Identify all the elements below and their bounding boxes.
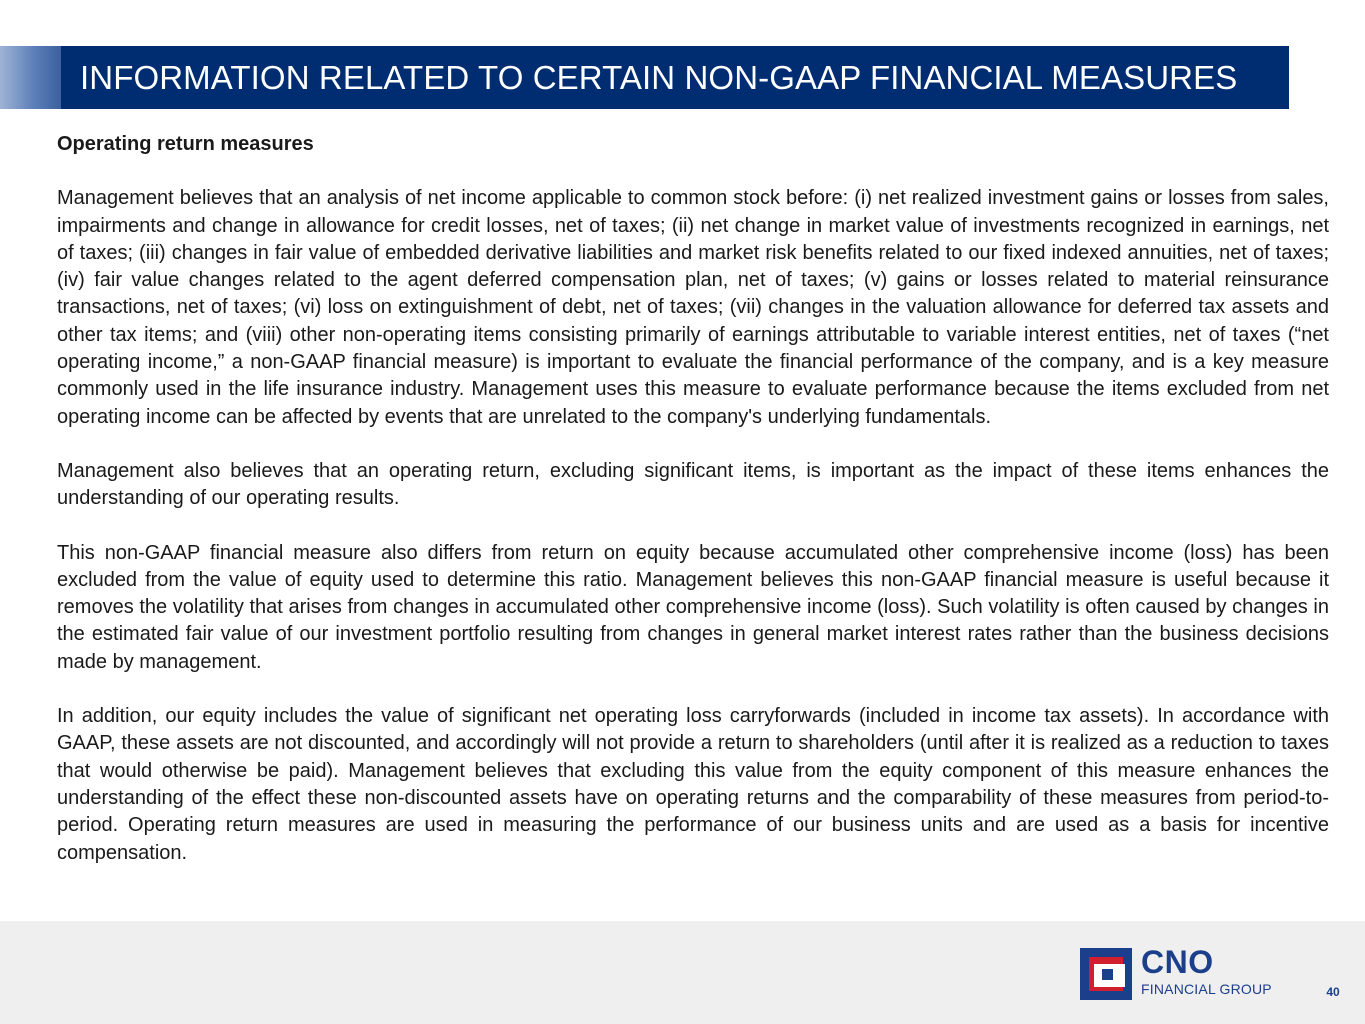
page-title: INFORMATION RELATED TO CERTAIN NON-GAAP FINANCIAL MEASURES — [80, 59, 1238, 96]
section-heading: Operating return measures — [57, 133, 314, 155]
logo-wordmark — [1141, 946, 1272, 997]
cno-logo-icon — [1080, 948, 1132, 1000]
paragraph-return-on-equity: This non-GAAP financial measure also differs from return on equity because accumulated other comprehensive income (loss) has been excluded from the value of equity used to determine this ratio. Management believes this non-GAAP financial measure is useful because it removes the volatility that arises from changes in accumulated other comprehensive income (loss). Such volatility is often caused by changes in the estimated fair value of our investment portfolio resulting from changes in general market interest rates rather than the business decisions made by management. — [57, 541, 1329, 673]
title-bar — [61, 46, 1289, 109]
cno-logo — [1080, 944, 1290, 1000]
content-body — [57, 131, 1329, 894]
title-accent-bar — [0, 46, 62, 109]
page-number: 40 — [1326, 985, 1340, 999]
logo-subtitle: FINANCIAL GROUP — [1141, 981, 1272, 997]
paragraph-operating-return: Management also believes that an operating return, excluding significant items, is important as the impact of these items enhances the understanding of our operating results. — [57, 459, 1329, 510]
paragraph-nol-carryforwards: In addition, our equity includes the value of significant net operating loss carryforwards (included in income tax assets). In accordance with GAAP, these assets are not discounted, and accordingly will not provide a return to shareholders (until after it is realized as a reduction to taxes that would otherwise be paid). Management believes that excluding this value from the equity component of this measure enhances the understanding of the effect these non-discounted assets have on operating returns and the comparability of these measures from period-to-period. Operating return measures are used in measuring the performance of our business units and are used as a basis for incentive compensation. — [57, 705, 1329, 864]
logo-name: CNO — [1141, 944, 1214, 980]
paragraph-net-operating-income: Management believes that an analysis of net income applicable to common stock before: (i) net realized investment gains or losses from sales, impairments and change in allowance for credit losses, net of taxes; (ii) net change in market value of investments recognized in earnings, net of taxes; (iii) changes in fair value of embedded derivative liabilities and market risk benefits related to our fixed indexed annuities, net of taxes; (iv) fair value changes related to the agent deferred compensation plan, net of taxes; (v) gains or losses related to material reinsurance transactions, net of taxes; (vi) loss on extinguishment of debt, net of taxes; (vii) changes in the valuation allowance for deferred tax assets and other tax items; and (viii) other non-operating items consisting primarily of earnings attributable to variable interest entities, net of taxes (“net operating income,” a non-GAAP financial measure) is important to evaluate the financial performance of the company, and is a key measure commonly used in the life insurance industry. Management uses this measure to evaluate performance because the items excluded from net operating income can be affected by events that are unrelated to the company's underlying fundamentals. — [57, 187, 1329, 428]
